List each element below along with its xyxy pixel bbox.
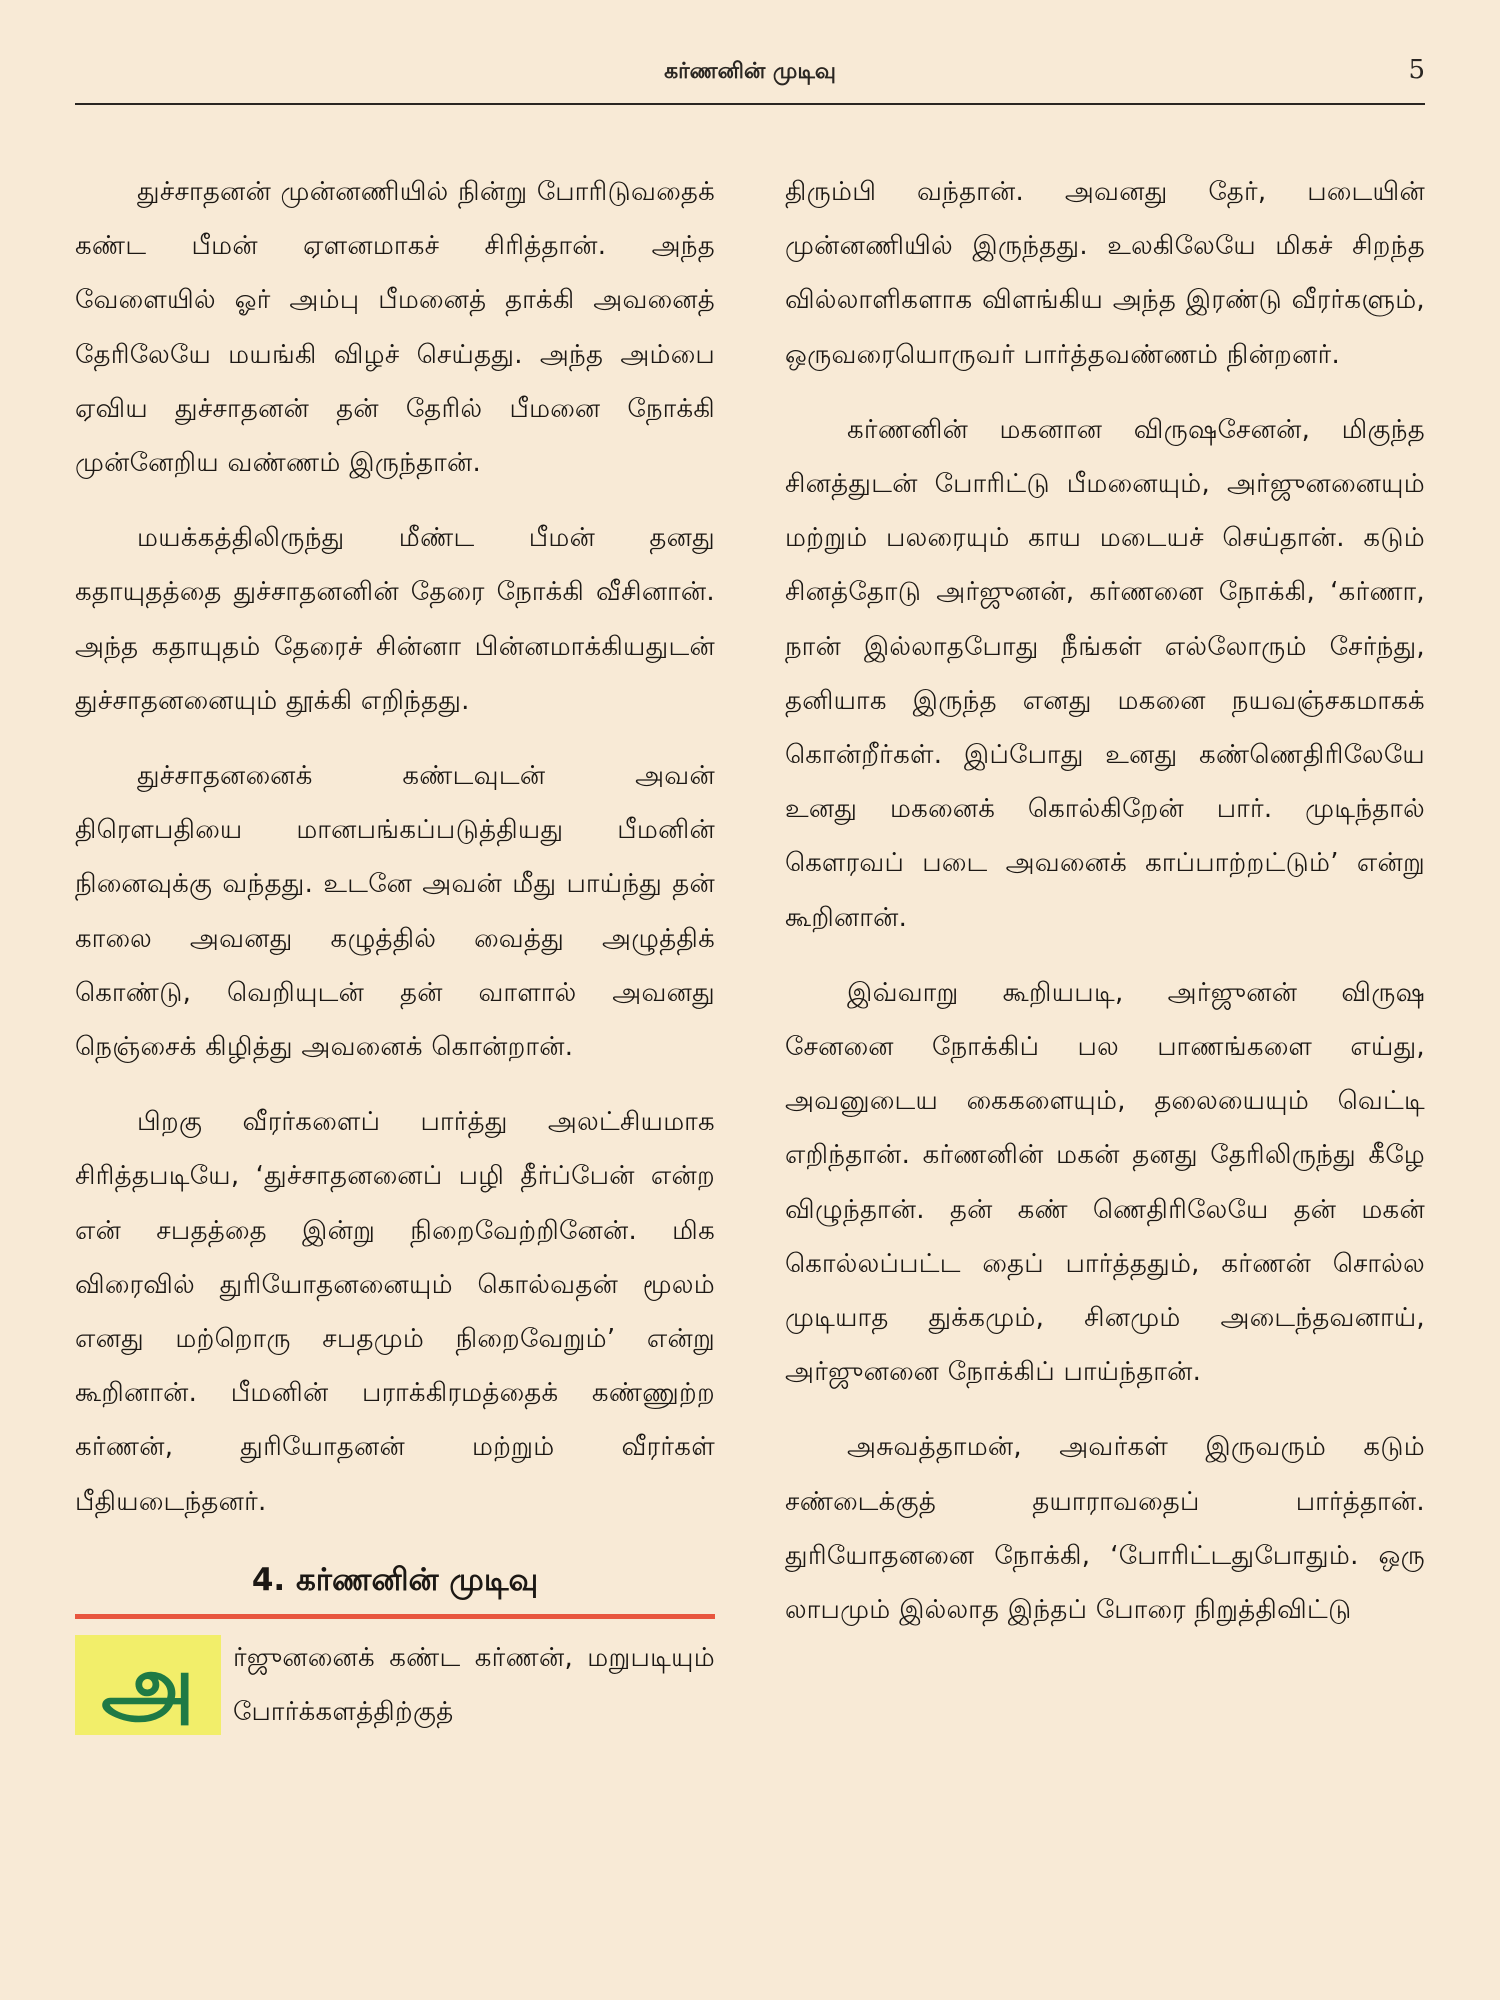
heading-rule bbox=[75, 1614, 715, 1619]
drop-cap-box bbox=[75, 1635, 221, 1735]
right-column bbox=[785, 165, 1425, 1658]
running-title: கர்ணனின் முடிவு bbox=[664, 59, 836, 84]
page-number: 5 bbox=[1408, 55, 1425, 85]
page-header bbox=[75, 55, 1425, 105]
paragraph: திரும்பி வந்தான். அவனது தேர், படையின் முன்னணியில் இருந்தது. உலகிலேயே மிகச் சிறந்த வில்லாளிகளாக விளங்கிய அந்த இரண்டு வீரர்களும், ஒருவரையொருவர் பார்த்தவண்ணம் நின்றனர். bbox=[785, 177, 1425, 370]
paragraph: அசுவத்தாமன், அவர்கள் இருவரும் கடும் சண்டைக்குத் தயாராவதைப் பார்த்தான். துரியோதனனை நோக்கி, ‘போரிட்டதுபோதும். ஒரு லாபமும் இல்லாத இந்தப் போரை நிறுத்திவிட்டு bbox=[785, 1432, 1425, 1626]
paragraph: துச்சாதனன் முன்னணியில் நின்று போரிடுவதைக் கண்ட பீமன் ஏளனமாகச் சிரித்தான். அந்த வேளையில் ஓர் அம்பு பீமனைத் தாக்கி அவனைத் தேரிலேயே மயங்கி விழச் செய்தது. அந்த அம்பை ஏவிய துச்சாதனன் தன் தேரில் பீமனை நோக்கி முன்னேறிய வண்ணம் இருந்தான். bbox=[75, 177, 715, 479]
chapter-opening-paragraph bbox=[75, 1631, 715, 1739]
chapter-heading: 4. கர்ணனின் முடிவு bbox=[251, 1561, 539, 1598]
paragraph: இவ்வாறு கூறியபடி, அர்ஜுனன் விருஷ சேனனை நோக்கிப் பல பாணங்களை எய்து, அவனுடைய கைகளையும், தலையையும் வெட்டி எறிந்தான். கர்ணனின் மகன் தனது தேரிலிருந்து கீழே விழுந்தான். தன் கண் ணெதிரிலேயே தன் மகன் கொல்லப்பட்ட தைப் பார்த்ததும், கர்ணன் சொல்ல முடியாத துக்கமும், சினமும் அடைந்தவனாய், அர்ஜுனனை நோக்கிப் பாய்ந்தான். bbox=[785, 977, 1425, 1388]
paragraph: துச்சாதனனைக் கண்டவுடன் அவன் திரௌபதியை மானபங்கப்படுத்தியது பீமனின் நினைவுக்கு வந்தது. உடனே அவன் மீது பாய்ந்து தன் காலை அவனது கழுத்தில் வைத்து அழுத்திக் கொண்டு, வெறியுடன் தன் வாளால் அவனது நெஞ்சைக் கிழித்து அவனைக் கொன்றான். bbox=[75, 761, 715, 1063]
left-column bbox=[75, 165, 715, 1739]
paragraph: கர்ணனின் மகனான விருஷசேனன், மிகுந்த சினத்துடன் போரிட்டு பீமனையும், அர்ஜுனனையும் மற்றும் பலரையும் காய மடையச் செய்தான். கடும் சினத்தோடு அர்ஜுனன், கர்ணனை நோக்கி, ‘கர்ணா, நான் இல்லாதபோது நீங்கள் எல்லோரும் சேர்ந்து, தனியாக இருந்த எனது மகனை நயவஞ்சகமாகக் கொன்றீர்கள். இப்போது உனது கண்ணெதிரிலேயே உனது மகனைக் கொல்கிறேன் பார். முடிந்தால் கௌரவப் படை அவனைக் காப்பாற்றட்டும்’ என்று கூறினான். bbox=[785, 414, 1425, 933]
drop-cap-letter: அ bbox=[101, 1635, 195, 1734]
paragraph: மயக்கத்திலிருந்து மீண்ட பீமன் தனது கதாயுதத்தை துச்சாதனனின் தேரை நோக்கி வீசினான். அந்த கதாயுதம் தேரைச் சின்னா பின்னமாக்கியதுடன் துச்சாதனனையும் தூக்கி எறிந்தது. bbox=[75, 523, 715, 716]
chapter-opening-text: ர்ஜுனனைக் கண்ட கர்ணன், மறுபடியும் போர்க்களத்திற்குத் bbox=[233, 1642, 715, 1728]
paragraph: பிறகு வீரர்களைப் பார்த்து அலட்சியமாக சிரித்தபடியே, ‘துச்சாதனனைப் பழி தீர்ப்பேன் என்ற என் சபதத்தை இன்று நிறைவேற்றினேன். மிக விரைவில் துரியோதனனையும் கொல்வதன் மூலம் எனது மற்றொரு சபதமும் நிறைவேறும்’ என்று கூறினான். பீமனின் பராக்கிரமத்தைக் கண்ணுற்ற கர்ணன், துரியோதனன் மற்றும் வீரர்கள் பீதியடைந்தனர். bbox=[75, 1107, 715, 1517]
